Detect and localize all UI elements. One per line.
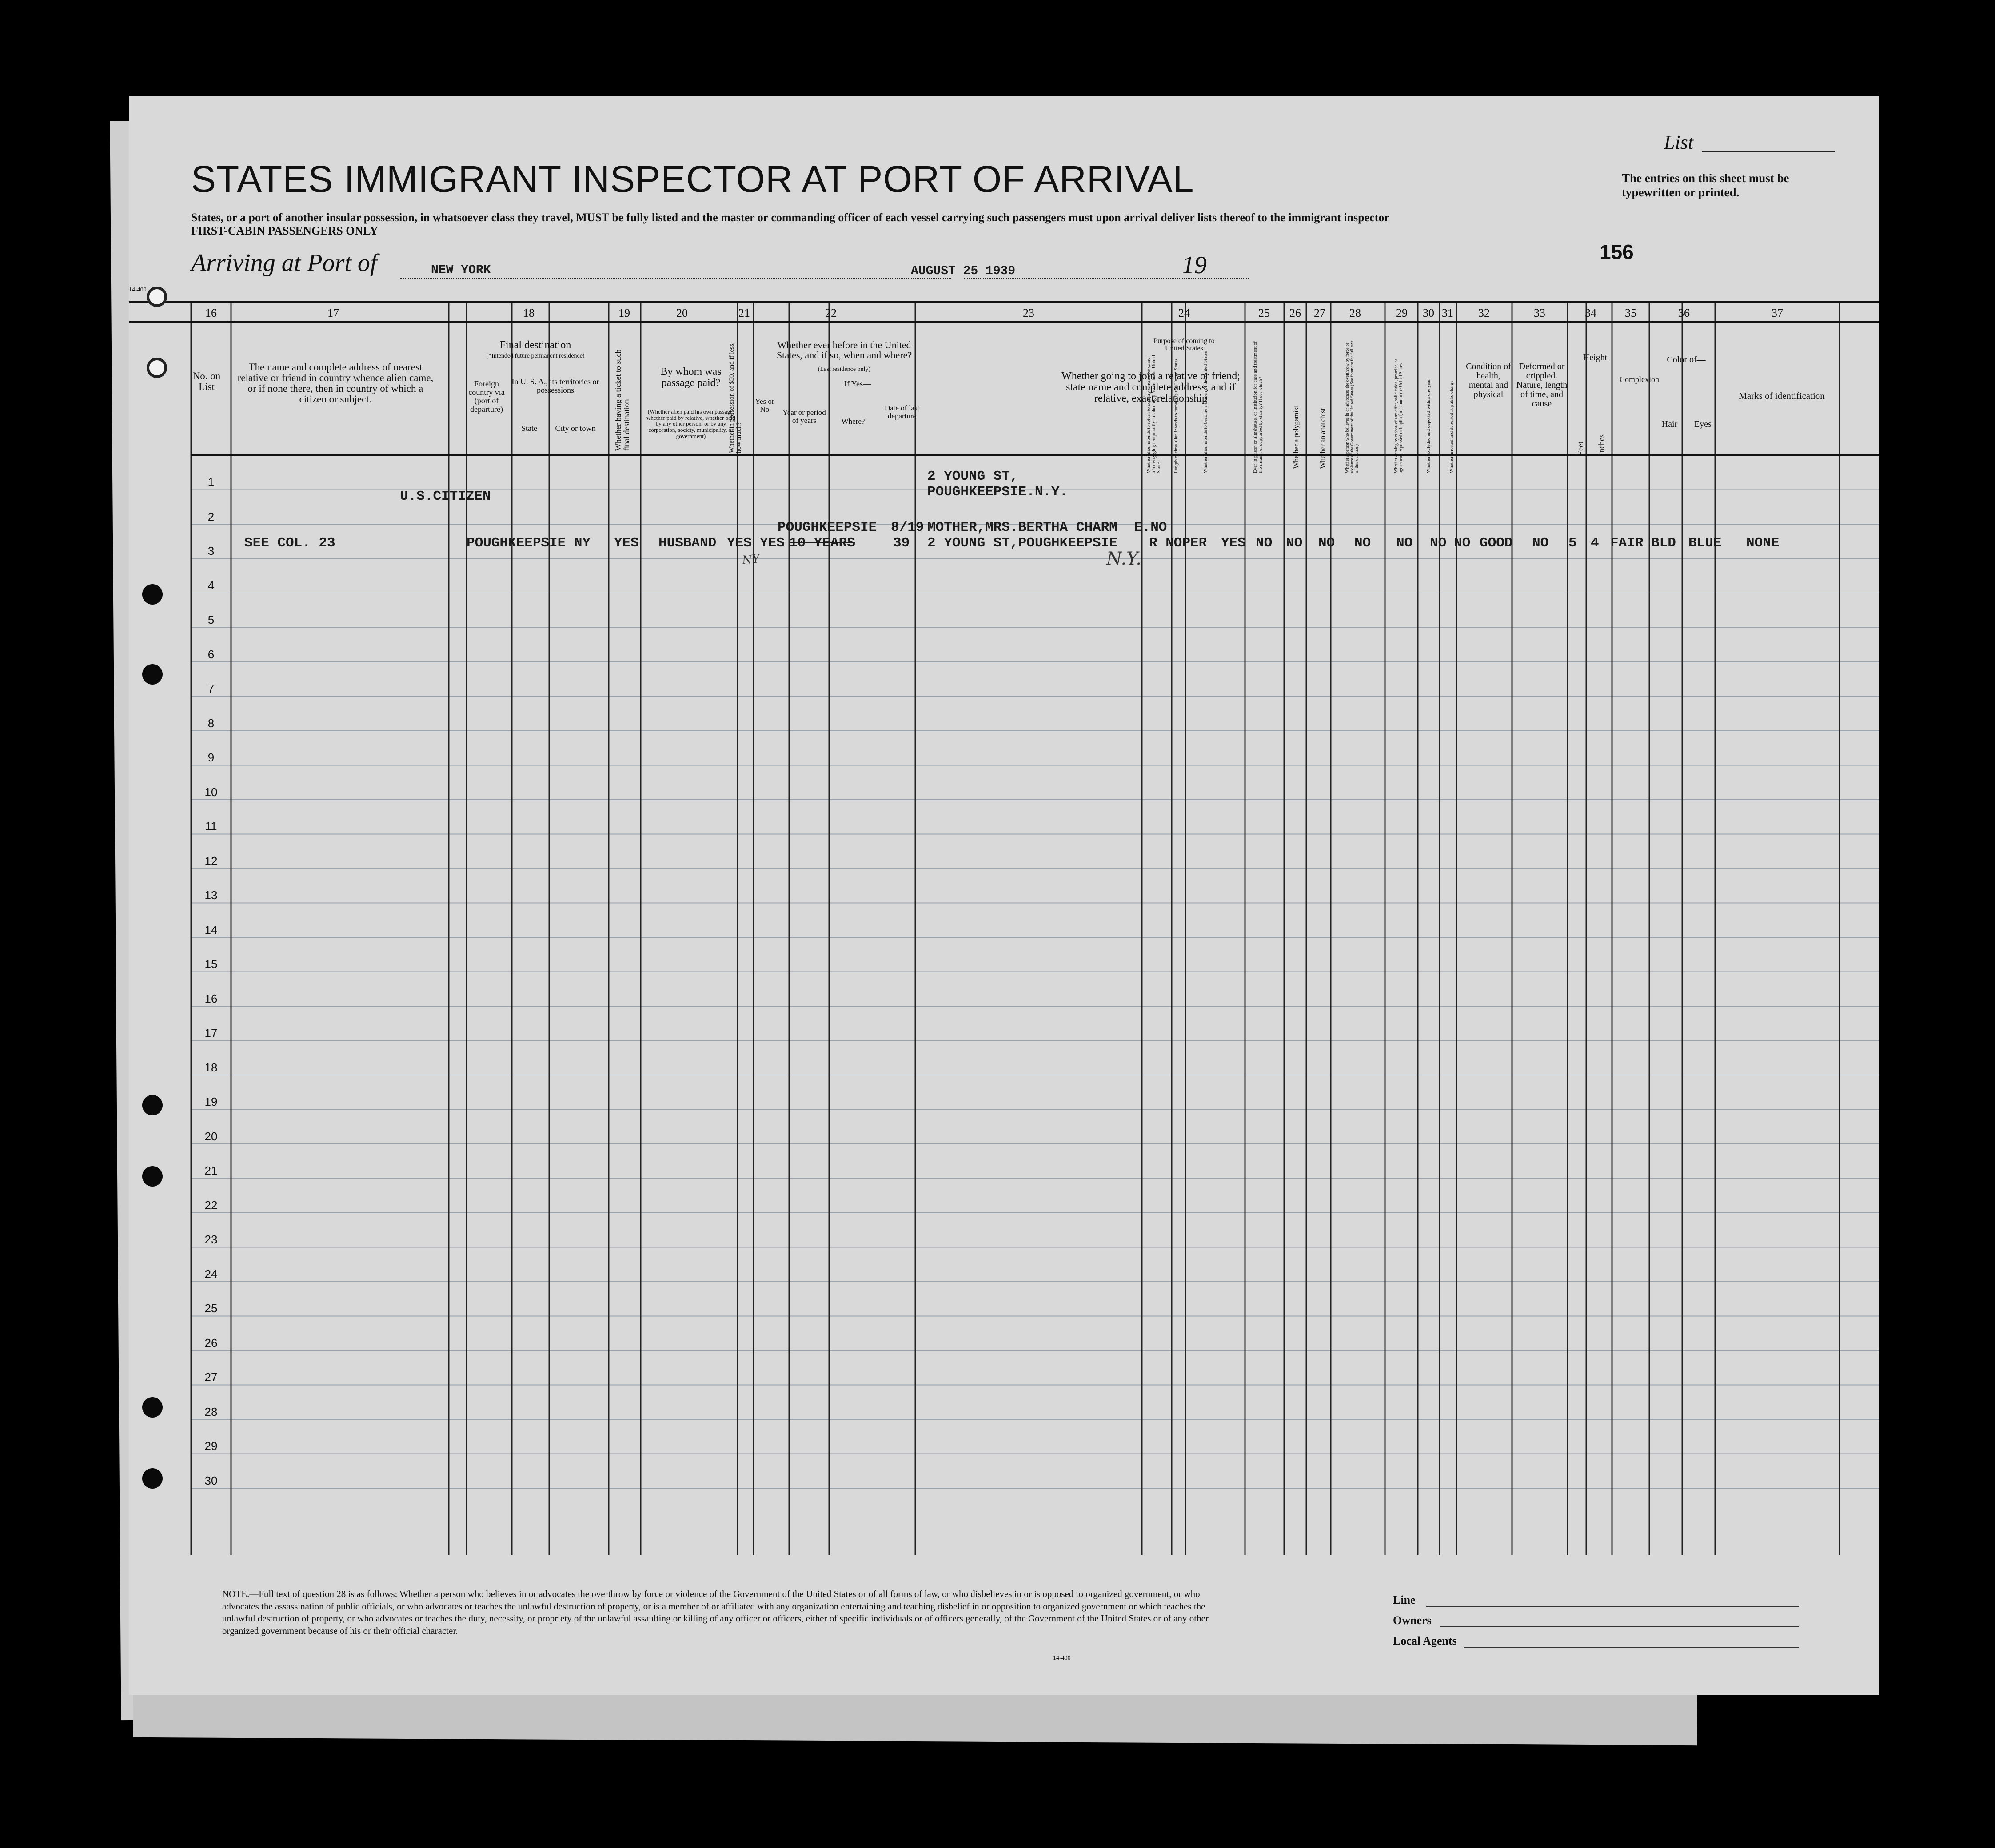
row-number: 10	[204, 785, 218, 799]
header-c20-note: (Whether alien paid his own passage, whether paid by relative, whether paid by any other person, or by any corporation, society, municipality, or government)	[646, 408, 735, 439]
column-number: 27	[1314, 307, 1325, 319]
port-underline	[400, 278, 951, 279]
header-c26: Whether a polygamist	[1293, 406, 1300, 469]
header-c34: Height	[1583, 353, 1608, 362]
row2-c34-feet: 5	[1568, 535, 1577, 551]
header-c33: Deformed or crippled. Nature, length of time, and cause	[1516, 362, 1568, 409]
row-number: 17	[204, 1026, 218, 1040]
header-c20: By whom was passage paid?	[660, 366, 722, 389]
row-number: 21	[204, 1164, 218, 1177]
header-c16: No. on List	[192, 370, 221, 393]
header-c24-b: Length of time alien intends to remain in the United States	[1173, 358, 1179, 473]
header-c22-note: (Last residence only)	[818, 366, 871, 373]
date-value: AUGUST 25 1939	[911, 264, 1016, 278]
binder-hole	[142, 1397, 163, 1418]
header-c35: Complexion	[1620, 375, 1659, 384]
row-number: 20	[204, 1129, 218, 1143]
column-number: 17	[327, 307, 339, 319]
column-number: 34	[1585, 307, 1596, 319]
header-c18-foreign: Foreign country via (port of departure)	[468, 379, 505, 414]
row2-c35: FAIR	[1610, 535, 1644, 551]
column-number: 29	[1396, 307, 1408, 319]
owners-underline	[1440, 1626, 1799, 1627]
row1-c17: U.S.CITIZEN	[400, 489, 491, 504]
header-c19: Whether having a ticket to such final destination	[614, 349, 631, 451]
row2-c22-yesno: YES	[760, 535, 785, 551]
row-number: 29	[204, 1439, 218, 1453]
header-c36: Color of—	[1667, 355, 1706, 365]
header-c22-ifyes: If Yes—	[844, 379, 871, 388]
row2-c36-eyes: BLUE	[1688, 535, 1722, 551]
page-title: STATES IMMIGRANT INSPECTOR AT PORT OF ARRIVAL	[191, 158, 1194, 200]
port-value: NEW YORK	[431, 263, 491, 277]
row2-c18-city: POUGHKEEPSIE NY	[467, 535, 591, 551]
row2-c22-date-top: 8/19	[891, 520, 924, 535]
column-number: 18	[523, 307, 535, 319]
agents-underline	[1464, 1647, 1799, 1648]
row2-c29: NO	[1396, 535, 1413, 551]
row2-c21: YES	[727, 535, 752, 551]
row2-c31: NO	[1454, 535, 1471, 551]
header-c22-year: Year or period of years	[782, 408, 826, 425]
row2-c19: YES	[614, 535, 639, 551]
footnote-text: —Full text of question 28 is as follows: Whether a person who believes in or advocates the overthrow by force or violence of the Government of the United States or of all forms of law, or who disbelieves in or is opposed to organized government, or who advocates the assassination of public officials, or who advocates or teaches the unlawful destruction of property, or is a member of or affiliated with any organization entertaining and teaching disbelief in or opposition to organized government or which teaches the unlawful destruction of property, or who advocates or teaches the duty, necessity, or propriety of the unlawful assaulting or killing of any officer or officers, either of specific individuals or of officers generally, of the Government of the United States or of any other organized government because of his or their official character.	[222, 1589, 1209, 1637]
binder-hole	[142, 1468, 163, 1489]
handwritten-note-c23: N.Y.	[1106, 549, 1142, 569]
row-number: 4	[207, 578, 215, 592]
column-number: 31	[1442, 307, 1453, 319]
row-number: 13	[204, 888, 218, 902]
header-c29: Whether coming by reason of any offer, solicitation, promise, or agreement, expressed or implied, to labor in the United States	[1394, 358, 1404, 473]
row-number: 3	[207, 544, 215, 558]
row-number: 8	[207, 716, 215, 730]
header-c22: Whether ever before in the United States, and if so, when and where?	[776, 339, 912, 361]
header-c22-date: Date of last departure	[884, 404, 920, 420]
footnote-label: NOTE.	[222, 1589, 250, 1599]
column-number: 19	[618, 307, 630, 319]
binder-hole	[142, 664, 163, 685]
row-number: 19	[204, 1095, 218, 1108]
column-number: 22	[825, 307, 837, 319]
row2-c22-year-struck: 10 YEARS	[789, 535, 855, 551]
header-c25: Ever in prison or almshouse, or institution for care and treatment of the insane, or supported by charity? If so, which?	[1253, 341, 1263, 473]
form-grid	[129, 96, 1879, 1695]
header-c34-inches: Inches	[1597, 434, 1606, 455]
row-number: 15	[204, 957, 218, 971]
row2-c34-inches: 4	[1591, 535, 1599, 551]
row-number: 25	[204, 1302, 218, 1315]
row1-c23-line2: POUGHKEEPSIE.N.Y.	[927, 484, 1068, 500]
year-prefix: 19	[1182, 251, 1207, 279]
header-c31: Whether arrested and deported at public charge	[1449, 380, 1454, 473]
row1-c23-line1: 2 YOUNG ST,	[927, 469, 1018, 484]
header-c23: Whether going to join a relative or friend; state name and complete address, and if relative, exact relationship	[1061, 370, 1240, 405]
header-c37: Marks of identification	[1739, 390, 1825, 401]
typewritten-notice: The entries on this sheet must be typewritten or printed.	[1622, 171, 1789, 199]
row2-c24-top: E.NO	[1134, 520, 1167, 535]
row2-c22-date: 39	[893, 535, 910, 551]
column-number: 25	[1258, 307, 1270, 319]
header-c18-note: (*Intended future permanent residence)	[486, 353, 585, 359]
sheet-number: 156	[1600, 240, 1634, 263]
column-number: 21	[738, 307, 750, 319]
row2-c23-line2: 2 YOUNG ST,POUGHKEEPSIE	[927, 535, 1117, 551]
line-label: Line	[1393, 1593, 1416, 1606]
row2-c24-c: YES	[1221, 535, 1246, 551]
header-c18-usa: In U. S. A., its territories or possessions	[511, 377, 599, 394]
row2-c25: NO	[1256, 535, 1273, 551]
row-number: 24	[204, 1267, 218, 1281]
row-number: 14	[204, 923, 218, 936]
row-number: 30	[204, 1474, 218, 1487]
row-number: 22	[204, 1198, 218, 1212]
column-number: 37	[1772, 307, 1783, 319]
header-c18: Final destination	[499, 339, 571, 351]
row2-c22-where: POUGHKEEPSIE	[778, 520, 877, 535]
column-number: 30	[1423, 307, 1434, 319]
row-number: 16	[204, 992, 218, 1005]
owners-label: Owners	[1393, 1614, 1432, 1627]
row2-c36-hair: BLD	[1651, 535, 1676, 551]
column-number: 28	[1349, 307, 1361, 319]
row2-c28: NO	[1354, 535, 1371, 551]
row-number: 23	[204, 1233, 218, 1246]
column-number: 33	[1534, 307, 1545, 319]
footnote	[222, 1588, 1226, 1637]
row2-c32: GOOD	[1480, 535, 1513, 551]
header-c27: Whether an anarchist	[1319, 408, 1327, 469]
row2-c33: NO	[1532, 535, 1549, 551]
row-number: 18	[204, 1060, 218, 1074]
row-number: 9	[207, 751, 215, 764]
row-number: 11	[205, 820, 217, 833]
header-c22-yesno: Yes or No	[755, 397, 774, 414]
row-number: 7	[207, 682, 215, 695]
header-c24-c: Whether alien intends to become a citizen of the United States	[1203, 351, 1208, 473]
form-code: 14-400	[129, 287, 147, 293]
column-number: 23	[1023, 307, 1034, 319]
row-number: 12	[204, 854, 218, 868]
class-line: FIRST-CABIN PASSENGERS ONLY	[191, 224, 378, 237]
row-number: 1	[207, 475, 215, 489]
header-c28: Whether a person who believes in or advocates the overthrow by force or violence of the Government of the United States (See footnote for full text of this question)	[1345, 341, 1359, 473]
row2-c27: NO	[1318, 535, 1335, 551]
line-underline	[1426, 1606, 1799, 1607]
header-c22-where: Where?	[841, 417, 865, 426]
column-number: 16	[205, 307, 217, 319]
header-c18-state: State	[521, 424, 537, 433]
binder-hole	[147, 287, 167, 307]
row-number: 6	[207, 647, 215, 661]
row-number: 28	[204, 1405, 218, 1418]
local-agents-label: Local Agents	[1393, 1634, 1457, 1647]
row2-c37: NONE	[1746, 535, 1780, 551]
row-number: 5	[207, 613, 215, 626]
binder-hole	[142, 1166, 163, 1187]
row-number: 26	[204, 1336, 218, 1350]
row-number: 27	[204, 1370, 218, 1384]
row-number: 2	[207, 510, 215, 523]
binder-hole	[142, 584, 163, 605]
row2-c24: R NOPER	[1149, 535, 1207, 551]
list-label: List	[1664, 131, 1694, 153]
header-c36-hair: Hair	[1661, 419, 1678, 429]
row2-c23-line1: MOTHER,MRS.BERTHA CHARM	[927, 520, 1117, 535]
column-number: 26	[1289, 307, 1301, 319]
footer-form-code: 14-400	[1053, 1655, 1071, 1661]
header-c18-city: City or town	[555, 424, 596, 433]
column-number: 32	[1478, 307, 1490, 319]
list-underline	[1702, 151, 1835, 152]
row2-c17: SEE COL. 23	[244, 535, 335, 551]
row2-c26: NO	[1286, 535, 1303, 551]
header-c32: Condition of health, mental and physical	[1466, 362, 1511, 399]
page-subtitle: States, or a port of another insular possession, in whatsoever class they travel, MUST be fully listed and the master or commanding officer of each vessel carrying such passengers must upon arrival deliver lists thereof to the immigrant inspector	[191, 211, 1389, 224]
header-c24-a: Whether alien intends to return to country whence he came after engaging temporarily in laboring pursuits in the United States	[1146, 355, 1162, 473]
binder-hole	[142, 1095, 163, 1115]
column-number: 24	[1178, 307, 1190, 319]
header-c24: Purpose of coming to United States	[1153, 337, 1215, 352]
header-c30: Whether excluded and deported within one year	[1426, 379, 1431, 473]
header-c36-eyes: Eyes	[1694, 419, 1712, 429]
arriving-label: Arriving at Port of	[191, 249, 377, 277]
column-number: 35	[1625, 307, 1636, 319]
column-number: 20	[676, 307, 688, 319]
header-c34-feet: Feet	[1576, 442, 1585, 455]
header-c21: Whether in possession of $50, and if less, how much?	[728, 342, 742, 453]
row2-c20: HUSBAND	[658, 535, 717, 551]
header-c17: The name and complete address of nearest relative or friend in country whence alien came, or if none there, then in country of which a citizen or subject.	[237, 362, 434, 405]
handwritten-note-c22: NY	[741, 552, 761, 568]
manifest-page	[129, 96, 1879, 1695]
row2-c30: NO	[1430, 535, 1447, 551]
column-number: 36	[1678, 307, 1690, 319]
binder-hole	[147, 358, 167, 378]
